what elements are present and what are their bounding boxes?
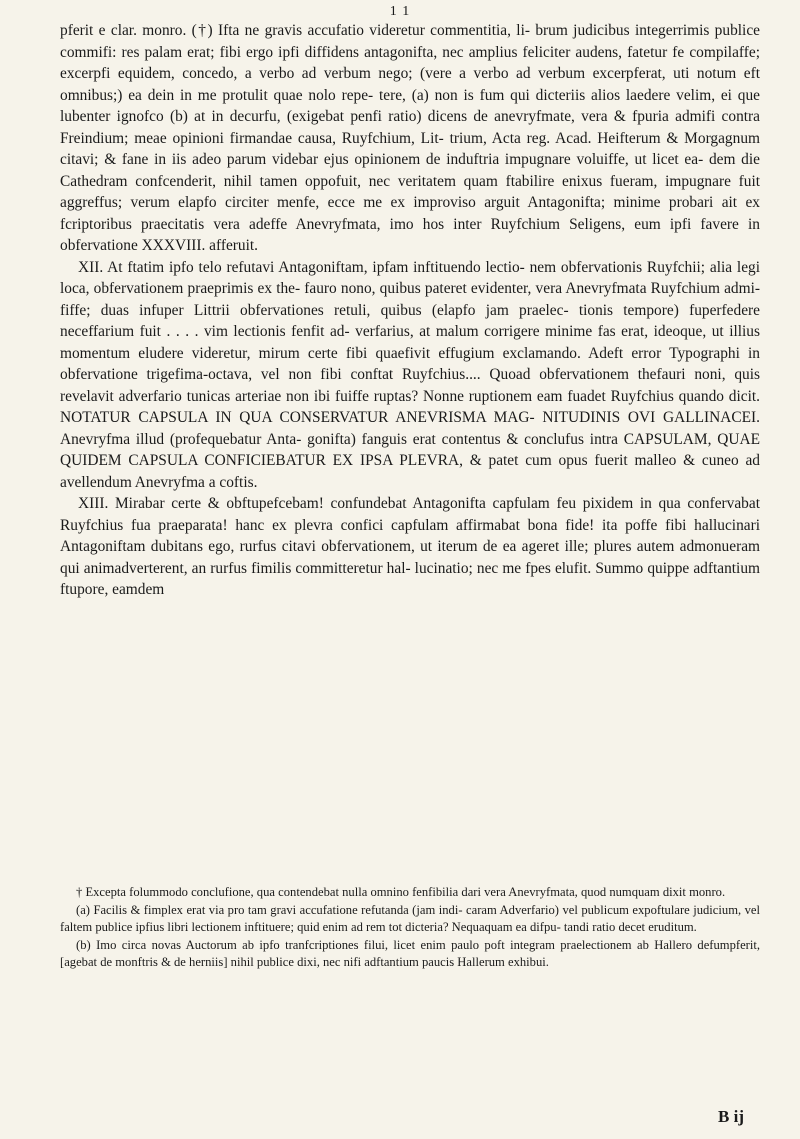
paragraph-2: XII. At ftatim ipfo telo refutavi Antagoniftam, ipfam inftituendo lectio- nem obfervationis Ruyfchii; alia legi loca, obfervationem praeprimis ex the- fauro nono, quibus pateret evidenter, vera Anevryfmata Ruyfchium admi- fiffe; duas infuper Littrii obfervationes retuli, quibus (elapfo jam praelec- tionis tempore) fuperfedere neceffarium fuit . . . . vim lectionis fenfit ad- verfarius, at malum corrigere minime fas erat, ideoque, ut illius momentum eludere videretur, mirum certe fibi quaefivit effugium exclamando. Adeft error Typographi in obfervatione trigefima-octava, vel non fibi conftat Ruyfchius.... Quoad obfervationem thefauri noni, quis revelavit adverfario tunicas arteriae non ibi fuiffe ruptas? Nonne ruptionem eam fuadet Ruyfchius quando dicit. NOTATUR CAPSULA IN QUA CONSERVATUR ANEVRISMA MAG- NITUDINIS OVI GALLINACEI. Anevryfma illud (profequebatur Anta- gonifta) fanguis erat contentus & conclufus intra CAPSULAM, QUAE QUIDEM CAPSULA CONFICIEBATUR EX IPSA PLEVRA, & patet cum opus fuerit malleo & cuneo ad avellendum Anevryfma a coftis. bbox=[60, 258, 760, 491]
page-number: 1 1 bbox=[389, 4, 411, 19]
footnote-a: (a) Facilis & fimplex erat via pro tam gravi accufatione refutanda (jam indi- caram Adverfario) vel publicum expoftulare judicium, vel faltem publice ipfius libri lectionem inftituere; quid enim ad rem tot dicteria? Nequaquam ea difpu- tandi ratio decet eruditum. bbox=[60, 902, 760, 934]
paragraph-3: XIII. Mirabar certe & obftupefcebam! confundebat Antagonifta capfulam feu pixidem in qua confervabat Ruyfchius fua praeparata! hanc ex plevra confici capfulam affirmabat bona fide! ita poffe fibi hallucinari Antagoniftam dubitans ego, rurfus citavi obfervationem, ut iterum de ea ageret ille; plures autem admonueram qui animadverterent, an rurfus fimilis committeretur hal- lucinatio; nec me fpes elufit. Summo quippe adftantium ftupore, eamdem bbox=[60, 495, 760, 598]
main-text bbox=[60, 20, 760, 601]
paragraph-1: pferit e clar. monro. (†) Ifta ne gravis accufatio videretur commentitia, li- brum judicibus integerrimis publice commifi: res palam erat; fibi ergo ipfi diffidens antagonifta, nec amplius feliciter audens, fatetur fe compilaffe; excerpfi equidem, concedo, a verbo ad verbum nego; (vere a verbo ad verbum excerpferat, uti notum eft omnibus;) ea dein in me protulit quae nolo repe- tere, (a) non is fum qui dicteriis alios laedere velim, ei que lubenter ignofco (b) at in decurfu, (exigebat penfi ratio) dicens de anevryfmate, vera & fpuria admifi contra Freindium; meae opinioni firmandae causa, Ruyfchium, Lit- trium, Acta reg. Acad. Heifterum & Morgagnum citavi; & fane in iis adeo parum videbar ejus opinionem de induftria impugnare voluiffe, ut licet ea- dem die Cathedram confcenderit, nihil tamen oppofuit, nec veritatem quam ftabilire enixus fueram, impugnare fuit aggreffus; verum elapfo circiter menfe, ecce me ex improviso arguit Antagonifta; minime probari ait ex fcriptoribus praecitatis vera adeffe Anevryfmata, imo hos inter Ruyfchium Seligens, eum ipfi favere in obfervatione XXXVIII. afferuit. bbox=[60, 22, 760, 254]
footnote-b: (b) Imo circa novas Auctorum ab ipfo tranfcriptiones filui, licet enim paulo poft integram praelectionem ab Hallero defumpferit, [agebat de monftris & de herniis] nihil publice dixi, nec nifi adftantium paucis Hallerum exhibui. bbox=[60, 937, 760, 969]
footnotes bbox=[60, 884, 760, 972]
signature-mark: B ij bbox=[718, 1107, 744, 1126]
footnote-dagger: † Excepta folummodo conclufione, qua contendebat nulla omnino fenfibilia dari vera Anevryfmata, quod numquam dixit monro. bbox=[76, 885, 726, 899]
